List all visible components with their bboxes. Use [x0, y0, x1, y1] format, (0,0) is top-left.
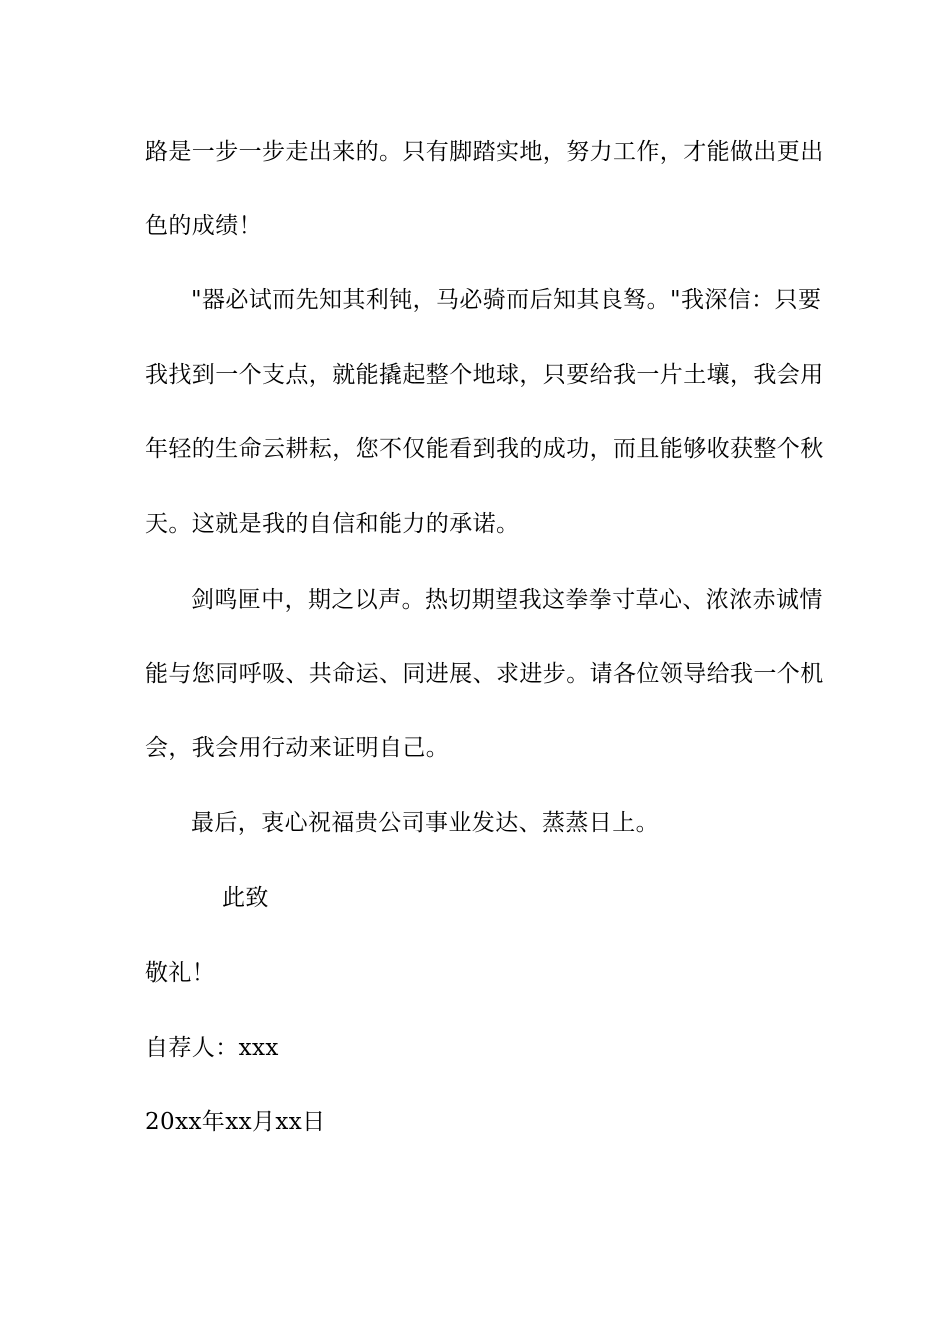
paragraph3-line2: 能与您同呼吸、共命运、同进展、求进步。请各位领导给我一个机	[145, 661, 824, 687]
paragraph1-line2: 色的成绩！	[145, 213, 262, 239]
paragraph2-line1: "器必试而先知其利钝，马必骑而后知其良驽。"我深信：只要	[191, 287, 822, 313]
paragraph2-line4: 天。这就是我的自信和能力的承诺。	[145, 511, 520, 537]
signature: 自荐人：xxx	[145, 1035, 279, 1061]
date: 20xx年xx月xx日	[145, 1109, 326, 1135]
closing-salutation2: 敬礼！	[145, 960, 216, 986]
paragraph3-line1: 剑鸣匣中，期之以声。热切期望我这拳拳寸草心、浓浓赤诚情	[191, 587, 823, 613]
paragraph4-line1: 最后，衷心祝福贵公司事业发达、蒸蒸日上。	[191, 810, 659, 836]
paragraph2-line2: 我找到一个支点，就能撬起整个地球，只要给我一片土壤，我会用	[145, 362, 824, 388]
paragraph1-line1: 路是一步一步走出来的。只有脚踏实地，努力工作，才能做出更出	[145, 139, 824, 165]
paragraph2-line3: 年轻的生命云耕耘，您不仅能看到我的成功，而且能够收获整个秋	[145, 436, 824, 462]
paragraph3-line3: 会，我会用行动来证明自己。	[145, 735, 450, 761]
closing-salutation1: 此致	[222, 885, 269, 911]
